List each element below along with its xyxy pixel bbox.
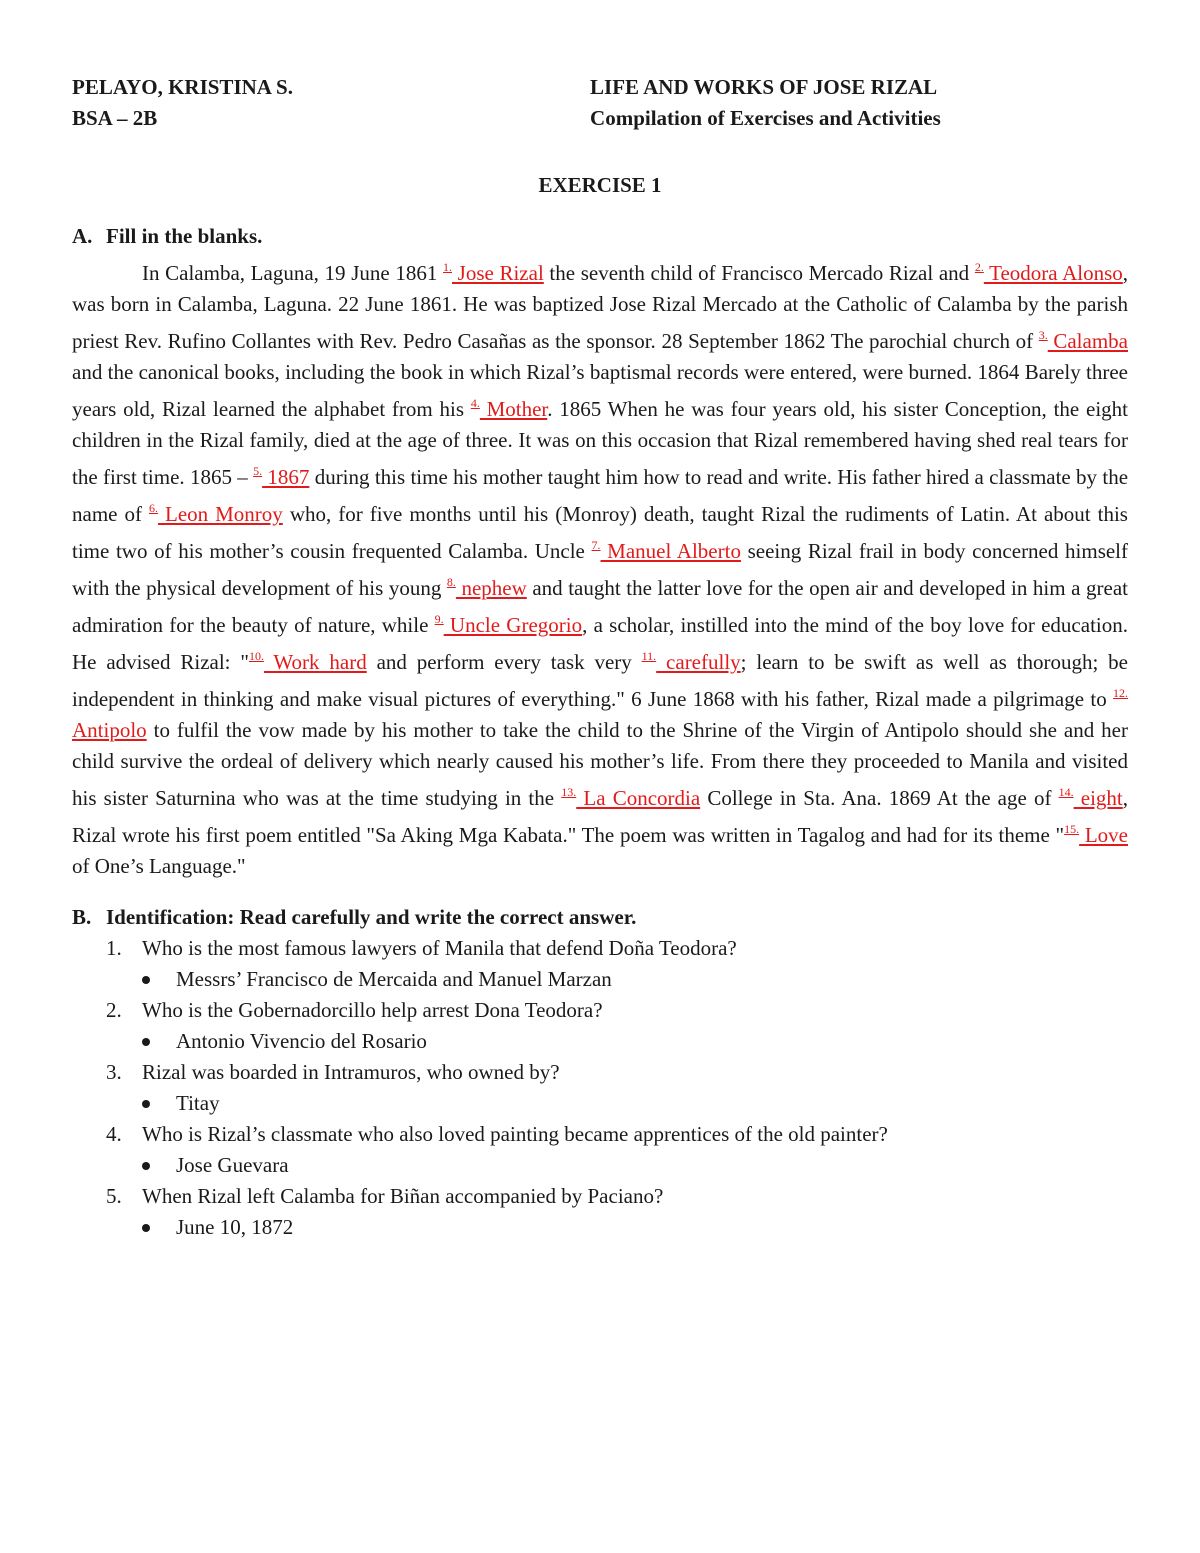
paragraph-text: who, for five months until his (Monroy) death, taught Rizal the rudiments of Latin. At about this time two of his mother’s cousin frequented Calamba. Uncle	[72, 502, 1128, 563]
part-b-heading	[72, 902, 1128, 933]
blank-number: 3.	[1038, 328, 1048, 342]
paragraph-text: of One’s Language."	[72, 854, 246, 878]
course-subtitle: Compilation of Exercises and Activities	[590, 106, 941, 130]
blank-answer: Teodora Alonso	[983, 261, 1123, 285]
paragraph-text: the seventh child of Francisco Mercado Rizal and	[543, 261, 975, 285]
blank-answer: Jose Rizal	[452, 261, 544, 285]
blank-answer: 1867	[262, 465, 310, 489]
question-text: Who is the most famous lawyers of Manila that defend Doña Teodora?	[142, 936, 737, 960]
bullet-icon	[142, 1224, 150, 1232]
blank-number: 13.	[561, 785, 577, 799]
question-item	[72, 1119, 1128, 1150]
blank-number: 11.	[641, 649, 657, 663]
answer-item	[72, 1088, 1128, 1119]
blank-number: 5.	[253, 464, 263, 478]
question-item	[72, 933, 1128, 964]
course-title: LIFE AND WORKS OF JOSE RIZAL	[590, 75, 938, 99]
bullet-icon	[142, 1100, 150, 1108]
answer-text: June 10, 1872	[176, 1215, 294, 1239]
paragraph-text: ; learn to be swift as well as thorough; be independent in thinking and make visual pictures of everything." 6 June 1868 with his father, Rizal made a pilgrimage to	[72, 650, 1128, 711]
blank-answer: Uncle Gregorio	[443, 613, 583, 637]
blank-number: 14.	[1058, 785, 1074, 799]
paragraph-text: College in Sta. Ana. 1869 At the age of	[700, 786, 1059, 810]
paragraph-text: and taught the latter love for the open air and developed in him a great admiration for the beauty of nature, while	[72, 576, 1128, 637]
question-text: Rizal was boarded in Intramuros, who owned by?	[142, 1060, 560, 1084]
course-info	[590, 72, 1128, 134]
paragraph-text: . 1865 When he was four years old, his sister Conception, the eight children in the Rizal family, died at the age of three. It was on this occasion that Rizal remembered having shed real tears for the first time. 1865 –	[72, 397, 1128, 489]
student-info	[72, 72, 590, 134]
question-text: Who is Rizal’s classmate who also loved painting became apprentices of the old painter?	[142, 1122, 888, 1146]
document-header	[72, 72, 1128, 134]
bullet-icon	[142, 976, 150, 984]
part-a-letter: A.	[72, 224, 93, 248]
paragraph-text: to fulfil the vow made by his mother to take the child to the Shrine of the Virgin of Antipolo should she and her child survive the ordeal of delivery which nearly caused his mother’s life. From there they proceeded to Manila and visited his sister Saturnina who was at the time studying in the	[72, 718, 1128, 810]
answer-text: Titay	[176, 1091, 220, 1115]
blank-answer: Mother	[479, 397, 548, 421]
blank-answer: eight	[1073, 786, 1123, 810]
paragraph-text: and the canonical books, including the book in which Rizal’s baptismal records were entered, were burned. 1864 Barely three years old, Rizal learned the alphabet from his	[72, 360, 1128, 421]
paragraph-text: , was born in Calamba, Laguna. 22 June 1861. He was baptized Jose Rizal Mercado at the Catholic of Calamba by the parish priest Rev. Rufino Collantes with Rev. Pedro Casañas as the sponsor. 28 September 1862 The parochial church of	[72, 261, 1129, 353]
answer-item	[72, 1150, 1128, 1181]
blank-number: 1.	[443, 260, 452, 274]
bullet-icon	[142, 1162, 150, 1170]
answer-item	[72, 964, 1128, 995]
bullet-icon	[142, 1038, 150, 1046]
blank-number: 6.	[148, 501, 158, 515]
question-number: 3.	[106, 1060, 122, 1084]
blank-number: 7.	[591, 538, 601, 552]
part-b-title: Identification: Read carefully and write the correct answer.	[106, 905, 637, 929]
student-name: PELAYO, KRISTINA S.	[72, 75, 293, 99]
blank-answer: nephew	[455, 576, 527, 600]
question-item	[72, 995, 1128, 1026]
blank-number: 15.	[1064, 822, 1080, 836]
blank-answer: Leon Monroy	[157, 502, 283, 526]
blank-answer: Love	[1079, 823, 1128, 847]
question-number: 1.	[106, 936, 122, 960]
blank-answer: Manuel Alberto	[600, 539, 741, 563]
answer-text: Antonio Vivencio del Rosario	[176, 1029, 427, 1053]
paragraph-text: In Calamba, Laguna, 19 June 1861	[142, 261, 443, 285]
fill-in-paragraph	[72, 252, 1128, 882]
blank-answer: Antipolo	[72, 718, 147, 742]
blank-number: 12.	[1113, 686, 1128, 700]
answer-item	[72, 1212, 1128, 1243]
blank-answer: Work hard	[263, 650, 367, 674]
part-b-letter: B.	[72, 905, 92, 929]
question-text: Who is the Gobernadorcillo help arrest Dona Teodora?	[142, 998, 603, 1022]
question-text: When Rizal left Calamba for Biñan accompanied by Paciano?	[142, 1184, 664, 1208]
blank-answer: Calamba	[1047, 329, 1128, 353]
blank-number: 2.	[974, 260, 984, 274]
paragraph-text: and perform every task very	[366, 650, 642, 674]
exercise-title: EXERCISE 1	[538, 173, 662, 197]
part-a-title: Fill in the blanks.	[106, 224, 263, 248]
answer-text: Messrs’ Francisco de Mercaida and Manuel Marzan	[176, 967, 612, 991]
answer-item	[72, 1026, 1128, 1057]
part-a-heading	[72, 221, 1128, 252]
blank-answer: La Concordia	[576, 786, 701, 810]
blank-number: 4.	[470, 396, 480, 410]
blank-number: 9.	[434, 612, 444, 626]
blank-number: 10.	[248, 649, 264, 663]
identification-list	[72, 933, 1128, 1243]
student-section: BSA – 2B	[72, 106, 158, 130]
question-item	[72, 1057, 1128, 1088]
paragraph-text: during this time his mother taught him how to read and write. His father hired a classmate by the name of	[72, 465, 1129, 526]
paragraph-text: , a scholar, instilled into the mind of the boy love for education. He advised Rizal: "	[72, 613, 1128, 674]
question-number: 5.	[106, 1184, 122, 1208]
blank-answer: carefully	[656, 650, 741, 674]
question-number: 2.	[106, 998, 122, 1022]
blank-number: 8.	[446, 575, 456, 589]
paragraph-text: seeing Rizal frail in body concerned himself with the physical development of his young	[72, 539, 1129, 600]
paragraph-text: , Rizal wrote his first poem entitled "Sa Aking Mga Kabata." The poem was written in Tagalog and had for its theme "	[72, 786, 1128, 847]
answer-text: Jose Guevara	[176, 1153, 289, 1177]
question-item	[72, 1181, 1128, 1212]
question-number: 4.	[106, 1122, 122, 1146]
